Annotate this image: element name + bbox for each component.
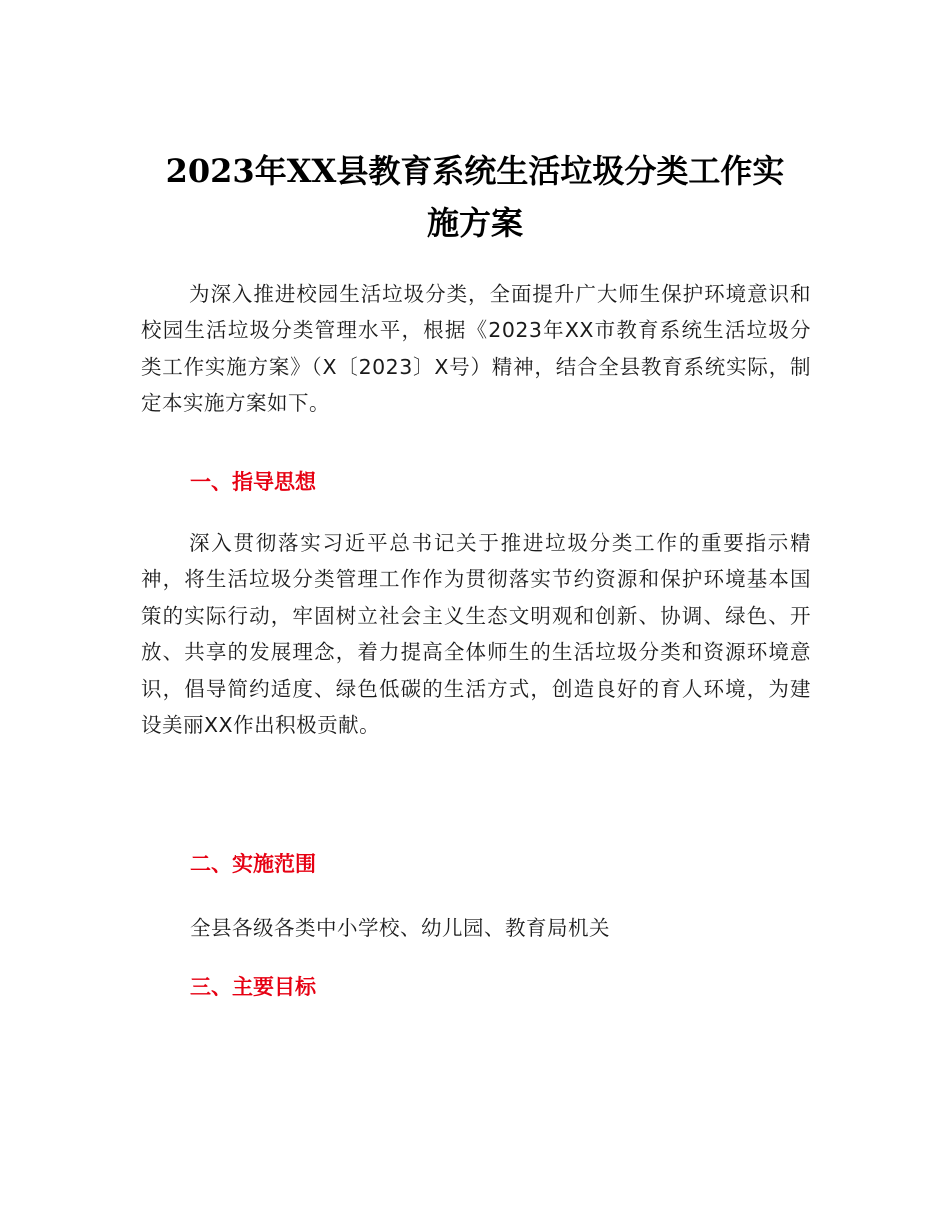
section-heading-scope: 二、实施范围: [190, 852, 316, 876]
section-heading-guiding-ideology: 一、指导思想: [190, 470, 316, 494]
document-title-line-2: 施方案: [426, 204, 523, 242]
intro-paragraph: 为深入推进校园生活垃圾分类，全面提升广大师生保护环境意识和校园生活垃圾分类管理水平，根据《2023年XX市教育系统生活垃圾分类工作实施方案》（X〔2023〕X号）精神，结合全县教育系统实际，制定本实施方案如下。: [141, 282, 811, 416]
scope-paragraph: 全县各级各类中小学校、幼儿园、教育局机关: [190, 916, 610, 940]
guiding-ideology-paragraph: 深入贯彻落实习近平总书记关于推进垃圾分类工作的重要指示精神，将生活垃圾分类管理工作作为贯彻落实节约资源和保护环境基本国策的实际行动，牢固树立社会主义生态文明观和创新、协调、绿色、开放、共享的发展理念，着力提高全体师生的生活垃圾分类和资源环境意识，倡导简约适度、绿色低碳的生活方式，创造良好的育人环境，为建设美丽XX作出积极贡献。: [141, 531, 811, 738]
document-title-line-1: 2023年XX县教育系统生活垃圾分类工作实: [165, 152, 785, 190]
section-heading-main-goals: 三、主要目标: [190, 975, 316, 999]
